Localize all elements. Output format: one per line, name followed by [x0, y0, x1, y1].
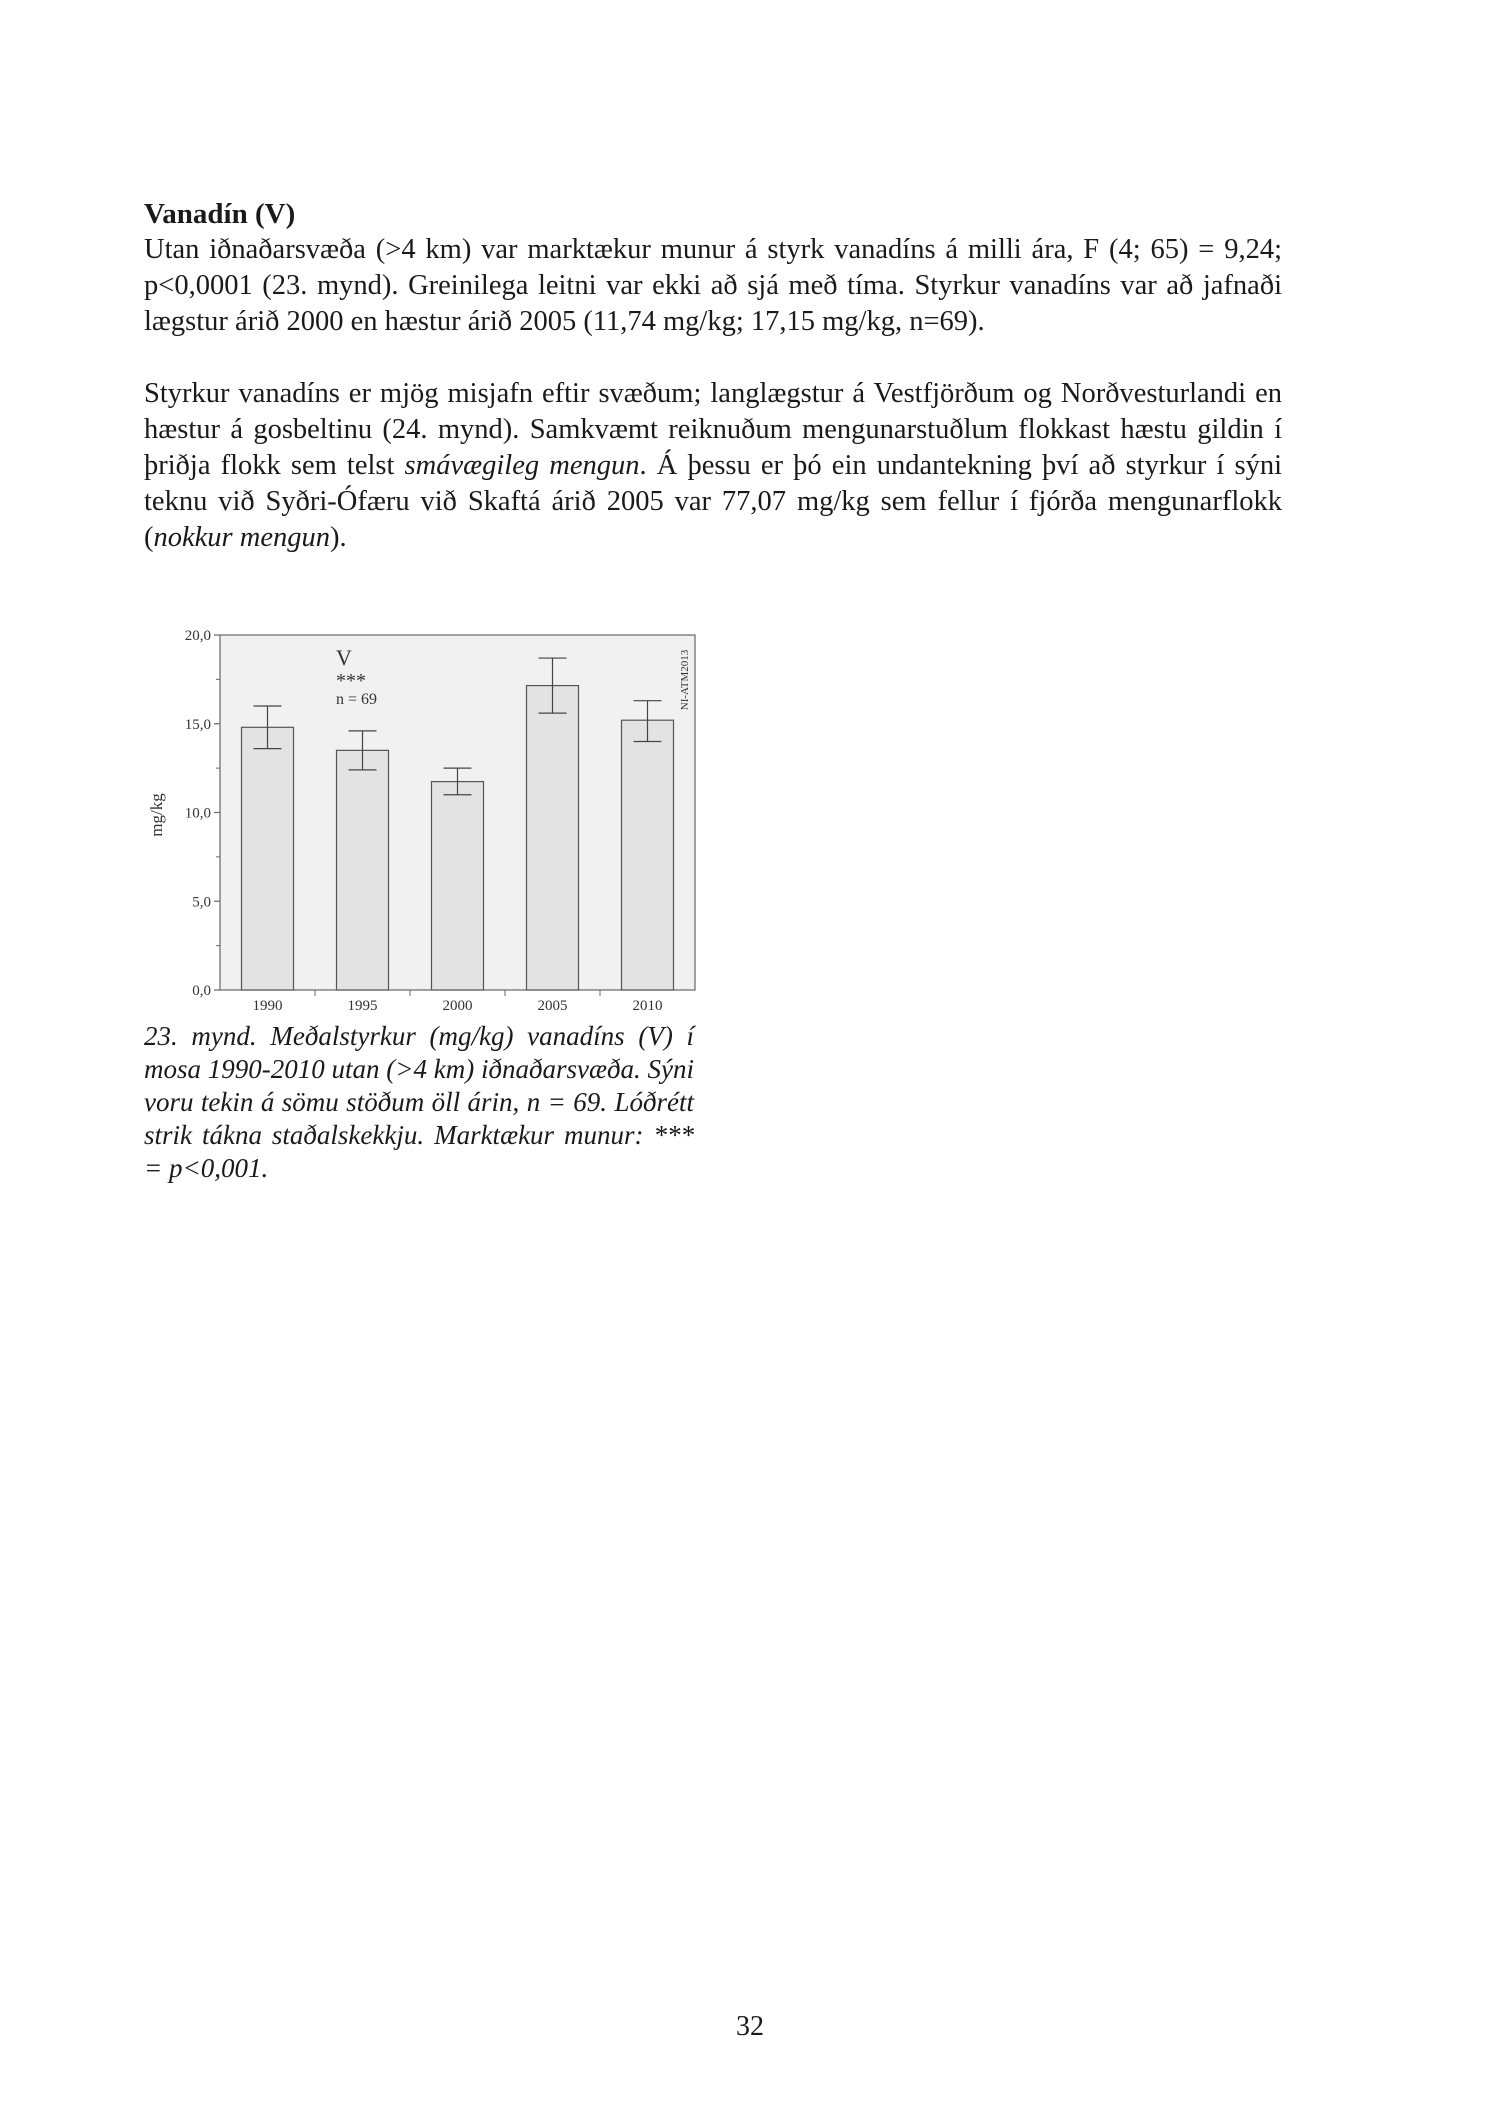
y-tick-label: 20,0 — [184, 628, 211, 644]
x-tick-label: 1990 — [252, 998, 283, 1014]
y-axis-label: mg/kg — [147, 793, 166, 837]
figure-caption: 23. mynd. Meðalstyrkur (mg/kg) vanadíns (V) í mosa 1990-2010 utan (>4 km) iðnaðarsvæða. Sýni voru tekin á sömu stöðum öll árin, n = 69. Lóðrétt strik tákna staðalskekkju. Marktækur munur: *** = p<0,001. — [144, 1021, 694, 1183]
y-tick-label: 15,0 — [184, 716, 211, 733]
y-tick-label: 10,0 — [184, 805, 211, 822]
paragraph-1: Utan iðnaðarsvæða (>4 km) var marktækur munur á styrk vanadíns á milli ára, F (4; 65) = 9,24; p<0,0001 (23. mynd). Greinilega leitni var ekki að sjá með tíma. Styrkur vanadíns var að jafnaði lægstur árið 2000 en hæstur árið 2005 (11,74 mg/kg; 17,15 mg/kg, n=69). — [144, 234, 1282, 337]
bar-2005 — [527, 686, 579, 990]
x-tick-label: 2010 — [632, 998, 663, 1014]
paragraph-2-part-a: Styrkur vanadíns er mjög misjafn eftir svæðum; langlægstur á Vestfjörðum og Norðvesturlandi en hæstur á gosbeltinu (24. mynd). Samkvæmt reiknuðum mengunarstuðlum flokkast hæstu gildin í þriðja flokk sem telst — [144, 378, 1282, 481]
annotation-significance: *** — [336, 670, 366, 692]
section-title: Vanadín (V) — [144, 198, 296, 230]
bar-2000 — [432, 782, 484, 990]
paragraph-2-part-b: . Á þessu er þó ein undantekning því að styrkur í sýni teknu við Syðri-Ófæru við Skaftá árið 2005 var 77,07 mg/kg sem fellur í fjórða mengunarflokk ( — [144, 450, 1282, 553]
paragraph-2-emphasis-2: nokkur mengun — [153, 522, 330, 553]
figure-23 — [140, 620, 720, 1020]
bar-chart — [140, 620, 720, 1020]
page-number: 32 — [736, 2011, 764, 2042]
y-tick-label: 5,0 — [192, 894, 211, 911]
x-tick-label: 2000 — [442, 998, 473, 1014]
paragraph-2-part-c: ). — [330, 522, 347, 553]
y-axis — [185, 628, 220, 999]
annotation-n: n = 69 — [336, 691, 378, 708]
x-tick-label: 1995 — [347, 998, 378, 1014]
y-tick-label: 0,0 — [192, 983, 211, 999]
bar-2010 — [622, 720, 674, 990]
bar-1990 — [242, 727, 294, 990]
annotation-element: V — [336, 645, 352, 670]
watermark-label: NI-ATM2013 — [679, 649, 691, 711]
paragraph-2 — [144, 376, 1282, 556]
bar-1995 — [337, 750, 389, 990]
x-tick-label: 2005 — [537, 998, 568, 1014]
paragraph-2-emphasis-1: smávægileg mengun — [404, 450, 640, 481]
x-axis — [253, 990, 663, 1014]
